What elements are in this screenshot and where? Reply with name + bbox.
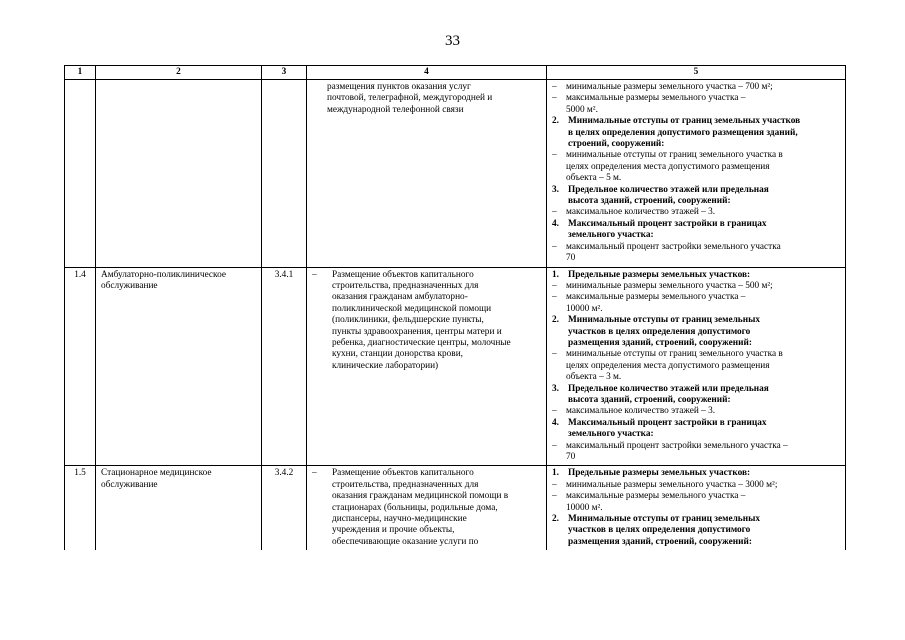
name-line: обслуживание [101, 479, 158, 490]
description-line: оказания гражданам медицинской помощи в [332, 491, 509, 502]
param-line: 5000 м². [566, 104, 598, 115]
page-number: 33 [445, 33, 460, 49]
table-header-row [65, 66, 846, 80]
item-number: 1. [552, 269, 559, 280]
param-line: объекта – 5 м. [566, 173, 622, 184]
description-line: диспансеры, научно-медицинские [332, 514, 467, 525]
param-heading: Предельное количество этажей или предельная [568, 383, 769, 394]
description-line: размещения пунктов оказания услуг [327, 82, 471, 92]
param-line: минимальные размеры земельного участка – 3000 м²; [566, 479, 778, 490]
param-heading: строений, сооружений: [568, 139, 665, 150]
dash-bullet: – [552, 280, 557, 291]
param-line: минимальные отступы от границ земельного участка в [566, 150, 783, 161]
item-number: 4. [552, 218, 559, 229]
param-line: максимальное количество этажей – 3. [566, 207, 716, 218]
param-heading: Предельные размеры земельных участков: [568, 468, 751, 479]
cell-code: 3.4.2 [262, 466, 307, 550]
dash-bullet: – [312, 269, 317, 280]
dash-bullet: – [552, 491, 557, 502]
dash-bullet: – [552, 150, 557, 161]
item-number: 2. [552, 514, 559, 525]
description-line: почтовой, телеграфной, междугородней и [327, 93, 493, 104]
param-line: максимальное количество этажей – 3. [566, 406, 716, 417]
dash-bullet: – [552, 241, 557, 252]
dash-bullet: – [552, 479, 557, 490]
dash-bullet: – [312, 468, 317, 479]
description-line: стационарах (больницы, родильные дома, [332, 502, 498, 513]
cell-name [96, 80, 262, 268]
column-header: 3 [262, 66, 307, 80]
param-line: максимальные размеры земельного участка – [566, 491, 746, 502]
param-heading: Максимальный процент застройки в границах [568, 417, 767, 428]
param-heading: земельного участка: [568, 429, 654, 440]
param-heading: Минимальные отступы от границ земельных участков [568, 116, 801, 127]
dash-bullet: – [552, 406, 557, 417]
table-row [65, 466, 846, 550]
dash-bullet: – [552, 292, 557, 303]
param-heading: Предельное количество этажей или предельная [568, 184, 769, 195]
description-line: обеспечивающие оказание услуги по [332, 536, 479, 547]
cell-num [65, 80, 96, 268]
param-heading: Минимальные отступы от границ земельных [568, 514, 760, 525]
param-line: 10000 м². [566, 502, 603, 513]
name-line: обслуживание [101, 280, 158, 291]
param-heading: Максимальный процент застройки в границах [568, 218, 767, 229]
cell-name [96, 466, 262, 550]
column-header: 1 [65, 66, 96, 80]
cell-description [307, 267, 547, 466]
item-number: 3. [552, 184, 559, 195]
description-line: кухни, станции донорства крови, [332, 349, 463, 360]
param-line: минимальные размеры земельного участка – 700 м²; [566, 82, 773, 92]
description-line: ребенка, диагностические центры, молочные [332, 337, 511, 348]
item-number: 1. [552, 468, 559, 479]
column-header: 4 [307, 66, 547, 80]
description-line: строительства, предназначенных для [332, 280, 479, 291]
dash-bullet: – [552, 440, 557, 451]
param-heading: участков в целях определения допустимого [568, 326, 751, 337]
table-row [65, 267, 846, 466]
cell-parameters [547, 267, 846, 466]
column-header: 2 [96, 66, 262, 80]
description-line: учреждения и прочие объекты, [332, 525, 455, 536]
param-heading: участков в целях определения допустимого [568, 525, 751, 536]
description-line: оказания гражданам амбулаторно- [332, 292, 468, 303]
cell-description [307, 466, 547, 550]
param-heading: размещения зданий, строений, сооружений: [568, 536, 752, 547]
param-heading: земельного участка: [568, 230, 654, 241]
item-number: 4. [552, 417, 559, 428]
description-line: строительства, предназначенных для [332, 479, 479, 490]
param-heading: размещения зданий, строений, сооружений: [568, 337, 752, 348]
description-line: Размещение объектов капитального [332, 468, 474, 479]
param-line: максимальные размеры земельного участка – [566, 93, 746, 104]
param-heading: Минимальные отступы от границ земельных [568, 315, 760, 326]
cell-code [262, 80, 307, 268]
param-line: максимальный процент застройки земельного участка – [566, 440, 788, 451]
dash-bullet: – [552, 82, 557, 92]
column-header: 5 [547, 66, 846, 80]
param-line: целях определения места допустимого размещения [566, 161, 770, 172]
description-line: поликлинической медицинской помощи [332, 303, 492, 314]
param-heading: Предельные размеры земельных участков: [568, 269, 751, 280]
cell-num: 1.5 [65, 466, 96, 550]
description-line: пункты здравоохранения, центры матери и [332, 326, 502, 337]
cell-parameters [547, 80, 846, 268]
dash-bullet: – [552, 207, 557, 218]
param-line: максимальный процент застройки земельного участка [566, 241, 781, 252]
description-line: (поликлиники, фельдшерские пункты, [332, 315, 484, 326]
name-line: Стационарное медицинское [101, 468, 212, 479]
cell-parameters [547, 466, 846, 550]
dash-bullet: – [552, 93, 557, 104]
param-line: 70 [566, 253, 576, 264]
zoning-regulations-table [64, 65, 846, 550]
cell-code: 3.4.1 [262, 267, 307, 466]
param-line: максимальные размеры земельного участка – [566, 292, 746, 303]
item-number: 2. [552, 116, 559, 127]
param-line: минимальные размеры земельного участка – 500 м²; [566, 280, 773, 291]
item-number: 2. [552, 315, 559, 326]
description-line: Размещение объектов капитального [332, 269, 474, 280]
param-line: объекта – 3 м. [566, 372, 622, 383]
param-heading: высота зданий, строений, сооружений: [568, 394, 731, 405]
dash-bullet: – [552, 349, 557, 360]
description-line: клинические лаборатории) [332, 360, 439, 371]
param-line: 70 [566, 452, 576, 462]
item-number: 3. [552, 383, 559, 394]
description-line: международной телефонной связи [327, 104, 464, 115]
param-heading: высота зданий, строений, сооружений: [568, 196, 731, 207]
cell-description [307, 80, 547, 268]
param-line: 10000 м². [566, 303, 603, 314]
param-line: целях определения места допустимого размещения [566, 360, 770, 371]
name-line: Амбулаторно-поликлиническое [101, 269, 226, 280]
table-row-continuation [65, 80, 846, 268]
cell-num: 1.4 [65, 267, 96, 466]
cell-name [96, 267, 262, 466]
param-line: минимальные отступы от границ земельного участка в [566, 349, 783, 360]
param-heading: в целях определения допустимого размещения зданий, [568, 127, 798, 138]
